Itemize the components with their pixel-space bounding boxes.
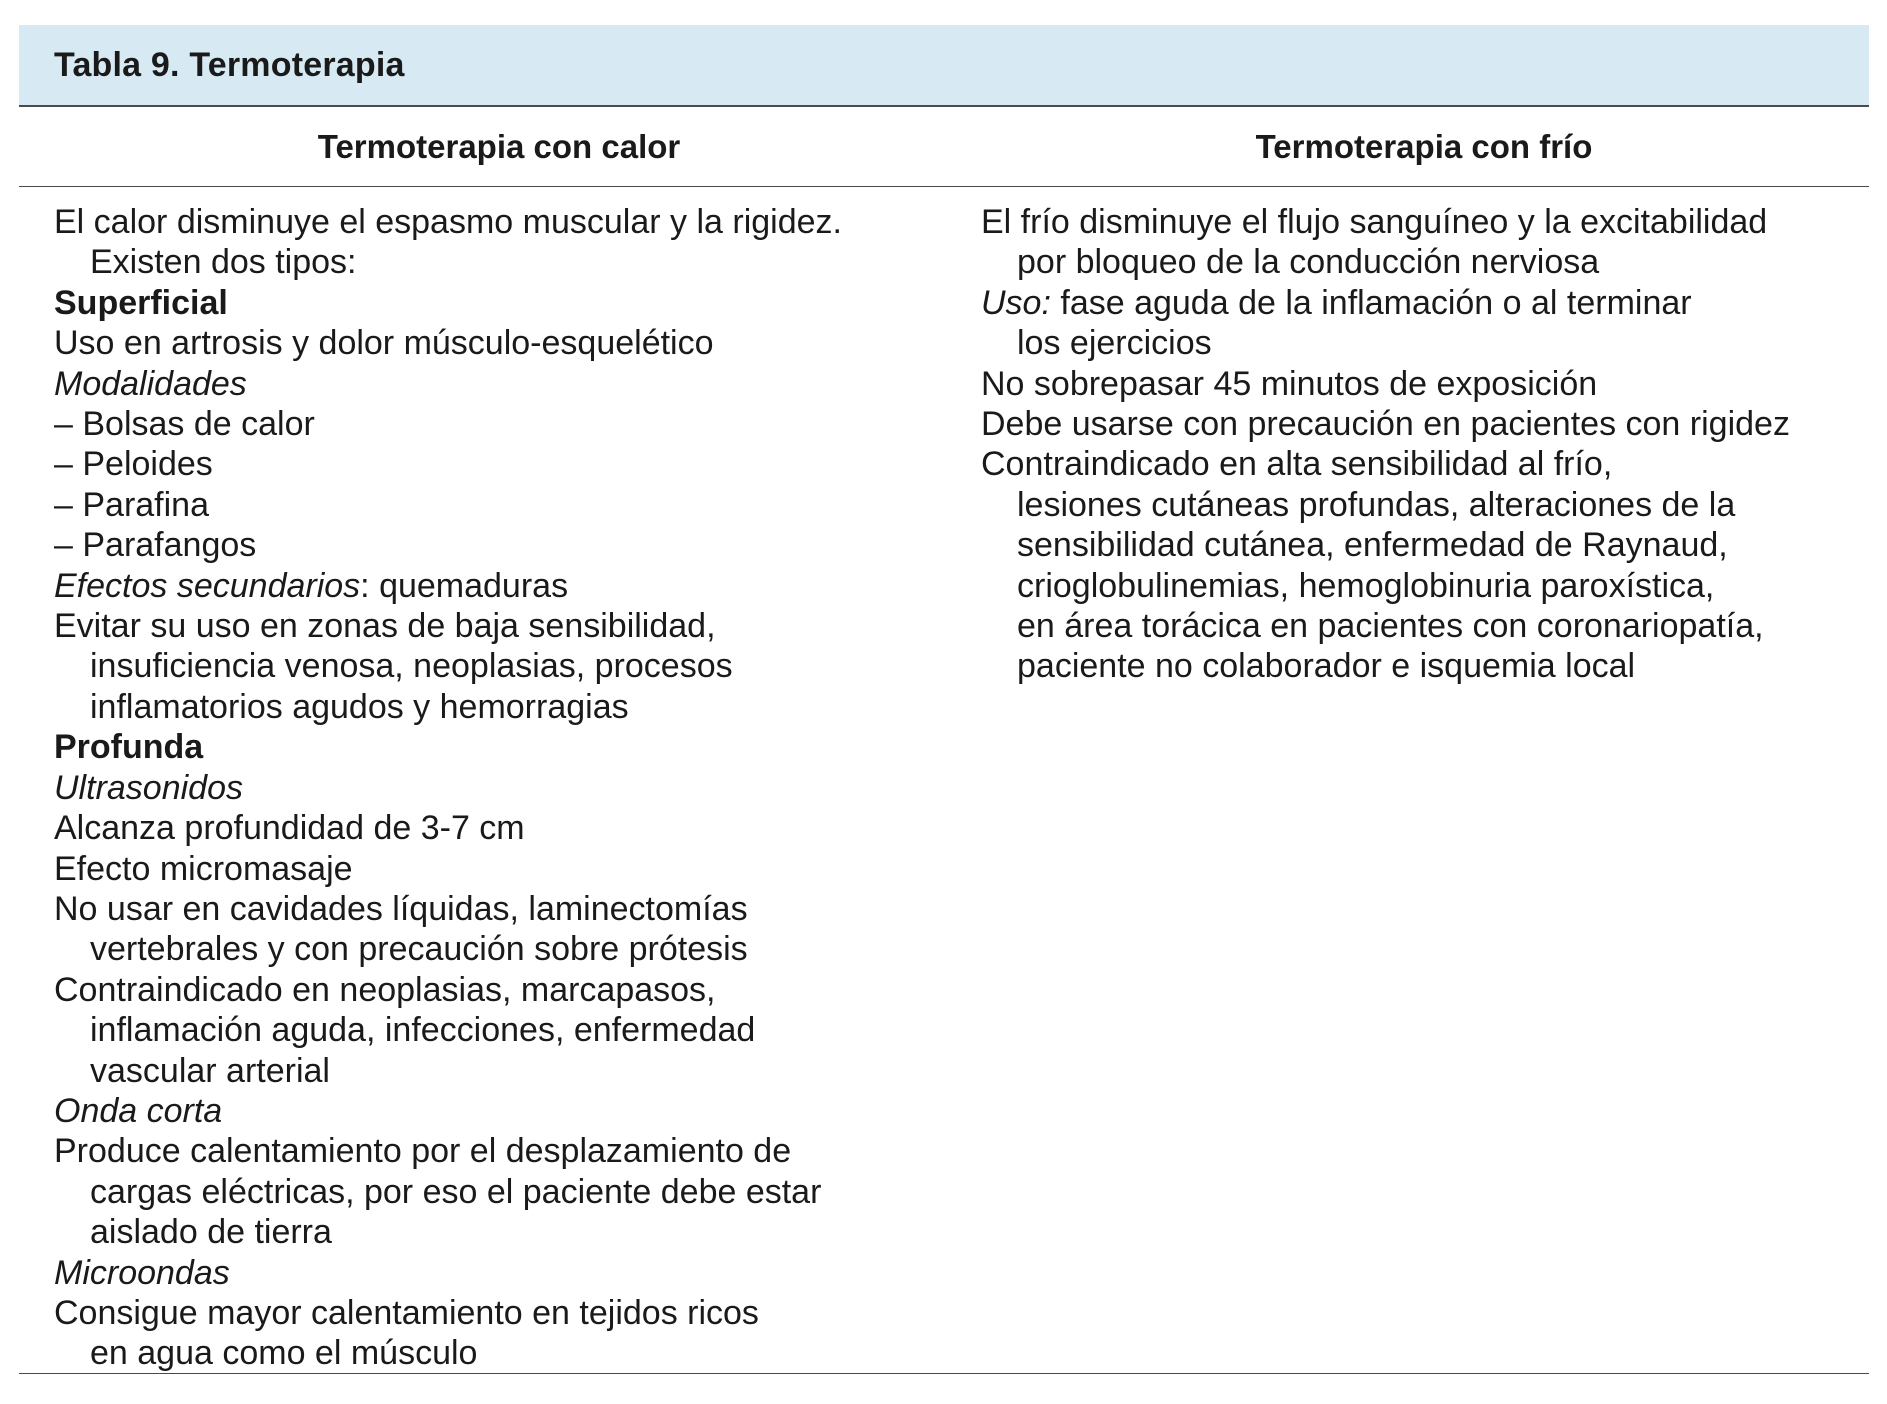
cold-line: Contraindicado en alta sensibilidad al frío, (981, 445, 1613, 484)
cold-line: El frío disminuye el flujo sanguíneo y la excitabilidad (981, 203, 1768, 241)
efectos-value: : quemaduras (360, 566, 569, 605)
onda-corta-cont: aislado de tierra (90, 1213, 332, 1252)
table-title-bar (19, 25, 1869, 107)
ultrasonidos-cont: vascular arterial (90, 1051, 330, 1090)
onda-corta-cont: cargas eléctricas, por eso el paciente debe estar (90, 1172, 822, 1211)
modalidad-item: – Parafangos (54, 526, 257, 565)
microondas-line: Consigue mayor calentamiento en tejidos ricos (54, 1293, 759, 1332)
efectos-line (54, 566, 981, 606)
header-cold: Termoterapia con frío (1255, 127, 1593, 165)
uso-value: fase aguda de la inflamación o al terminar (1050, 283, 1692, 322)
efectos-label: Efectos secundarios (54, 566, 361, 605)
cold-cont: en área torácica en pacientes con coronariopatía, (1017, 607, 1764, 646)
heat-intro-line: El calor disminuye el espasmo muscular y la rigidez. (54, 203, 842, 241)
ultrasonidos-line: Efecto micromasaje (54, 849, 353, 888)
cold-cont: sensibilidad cutánea, enfermedad de Raynaud, (1017, 526, 1728, 565)
onda-corta-line: Produce calentamiento por el desplazamiento de (54, 1132, 792, 1171)
ultrasonidos-line: Alcanza profundidad de 3-7 cm (54, 809, 525, 848)
ultrasonidos-line: Contraindicado en neoplasias, marcapasos, (54, 970, 716, 1009)
cold-cont: lesiones cutáneas profundas, alteraciones de la (1017, 485, 1736, 524)
cold-cont: paciente no colaborador e isquemia local (1017, 647, 1636, 686)
heading-microondas: Microondas (54, 1253, 230, 1292)
termoterapia-table (19, 25, 1869, 1374)
ultrasonidos-line: No usar en cavidades líquidas, laminectomías (54, 889, 748, 928)
cold-line: Debe usarse con precaución en pacientes con rigidez (981, 405, 1790, 444)
modalidad-item: – Peloides (54, 445, 213, 484)
cold-cont: por bloqueo de la conducción nerviosa (1017, 243, 1600, 282)
table-body (19, 187, 1869, 1374)
modalidad-item: – Parafina (54, 485, 209, 524)
cold-line: No sobrepasar 45 minutos de exposición (981, 364, 1598, 403)
ultrasonidos-cont: vertebrales y con precaución sobre prótesis (90, 930, 748, 969)
uso-line (981, 283, 1869, 323)
header-heat: Termoterapia con calor (317, 127, 681, 165)
heading-modalidades: Modalidades (54, 364, 247, 403)
cold-cont: crioglobulinemias, hemoglobinuria paroxística, (1017, 566, 1715, 605)
column-headers (19, 107, 1869, 187)
heading-superficial: Superficial (54, 283, 228, 322)
superficial-uso: Uso en artrosis y dolor músculo-esquelético (54, 324, 714, 363)
ultrasonidos-cont: inflamación aguda, infecciones, enfermedad (90, 1011, 756, 1050)
heading-profunda: Profunda (54, 728, 204, 767)
cold-cont: los ejercicios (1017, 324, 1212, 363)
cold-column (981, 202, 1869, 1373)
evitar-cont: inflamatorios agudos y hemorragias (90, 687, 629, 726)
evitar-cont: insuficiencia venosa, neoplasias, procesos (90, 647, 733, 686)
heading-ultrasonidos: Ultrasonidos (54, 768, 243, 807)
heading-onda-corta: Onda corta (54, 1091, 223, 1130)
heat-column (19, 202, 981, 1373)
microondas-cont: en agua como el músculo (90, 1334, 478, 1373)
uso-label: Uso: (981, 283, 1051, 322)
evitar-line: Evitar su uso en zonas de baja sensibilidad, (54, 607, 716, 646)
table-title: Tabla 9. Termoterapia (54, 45, 405, 84)
heat-intro-cont: Existen dos tipos: (90, 243, 357, 282)
modalidad-item: – Bolsas de calor (54, 405, 315, 444)
